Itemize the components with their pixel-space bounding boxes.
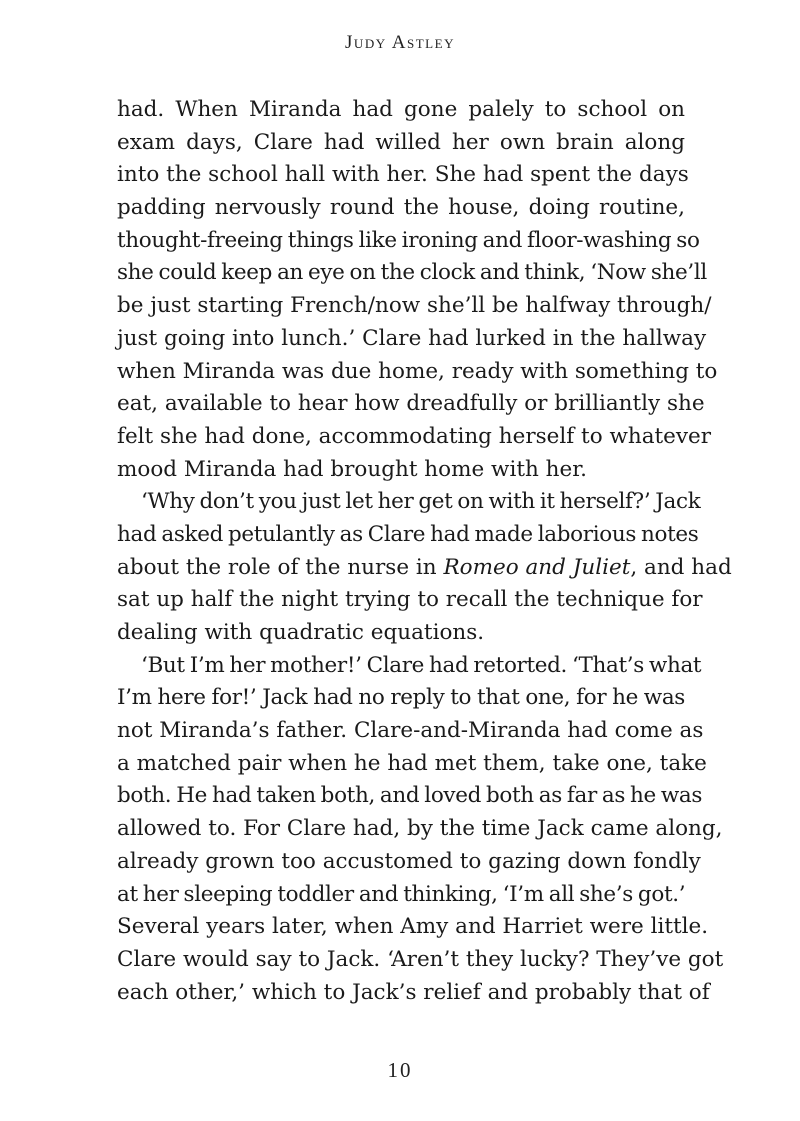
text-run: , and had — [630, 554, 732, 580]
page-number: 10 — [387, 1058, 413, 1082]
running-head: Judy Astley — [345, 32, 455, 53]
text-line: felt she had done, accommodating herself to whatever — [117, 423, 712, 449]
text-line: into the school hall with her. She had spent the days — [117, 162, 689, 188]
text-line: both. He had taken both, and loved both as far as he was — [117, 783, 703, 809]
text-line: eat, available to hear how dreadfully or brilliantly she — [117, 391, 705, 417]
text-line: Several years later, when Amy and Harriet were little. — [117, 914, 709, 940]
text-line: mood Miranda had brought home with her. — [117, 456, 587, 482]
text-line: I’m here for!’ Jack had no reply to that one, for he was — [117, 685, 685, 711]
text-run: about the role of the nurse in — [117, 554, 437, 580]
text-line: padding nervously round the house, doing routine, — [117, 195, 685, 221]
text-line: a matched pair when he had met them, take one, take — [117, 750, 707, 776]
text-line: ‘But I’m her mother!’ Clare had retorted. ‘That’s what — [141, 652, 702, 678]
text-line: just going into lunch.’ Clare had lurked in the hallway — [117, 325, 707, 351]
text-line: she could keep an eye on the clock and think, ‘Now she’ll — [117, 260, 707, 286]
text-line: had. When Miranda had gone palely to school on — [117, 97, 685, 122]
text-line: sat up half the night trying to recall the technique for — [117, 587, 703, 613]
body-text — [117, 94, 732, 1009]
text-line: be just starting French/now she’ll be halfway through/ — [117, 293, 712, 319]
text-line: already grown too accustomed to gazing down fondly — [117, 848, 701, 874]
text-line: thought-freeing things like ironing and floor-washing so — [117, 227, 700, 253]
text-line: allowed to. For Clare had, by the time Jack came along, — [117, 816, 723, 842]
italic-title: Romeo and Juliet — [443, 554, 631, 580]
text-line: dealing with quadratic equations. — [117, 620, 485, 645]
text-line: exam days, Clare had willed her own brain along — [117, 129, 685, 155]
text-line: had asked petulantly as Clare had made laborious notes — [117, 521, 699, 547]
text-line: at her sleeping toddler and thinking, ‘I’m all she’s got.’ — [117, 881, 686, 907]
text-line: ‘Why don’t you just let her get on with it herself?’ Jack — [141, 489, 701, 515]
text-line: Clare would say to Jack. ‘Aren’t they lucky? They’ve got — [117, 946, 724, 972]
text-line: when Miranda was due home, ready with something to — [117, 358, 718, 384]
text-line — [117, 552, 732, 585]
text-line: not Miranda’s father. Clare-and-Miranda had come as — [117, 718, 704, 744]
text-line: each other,’ which to Jack’s relief and probably that of — [117, 979, 710, 1005]
